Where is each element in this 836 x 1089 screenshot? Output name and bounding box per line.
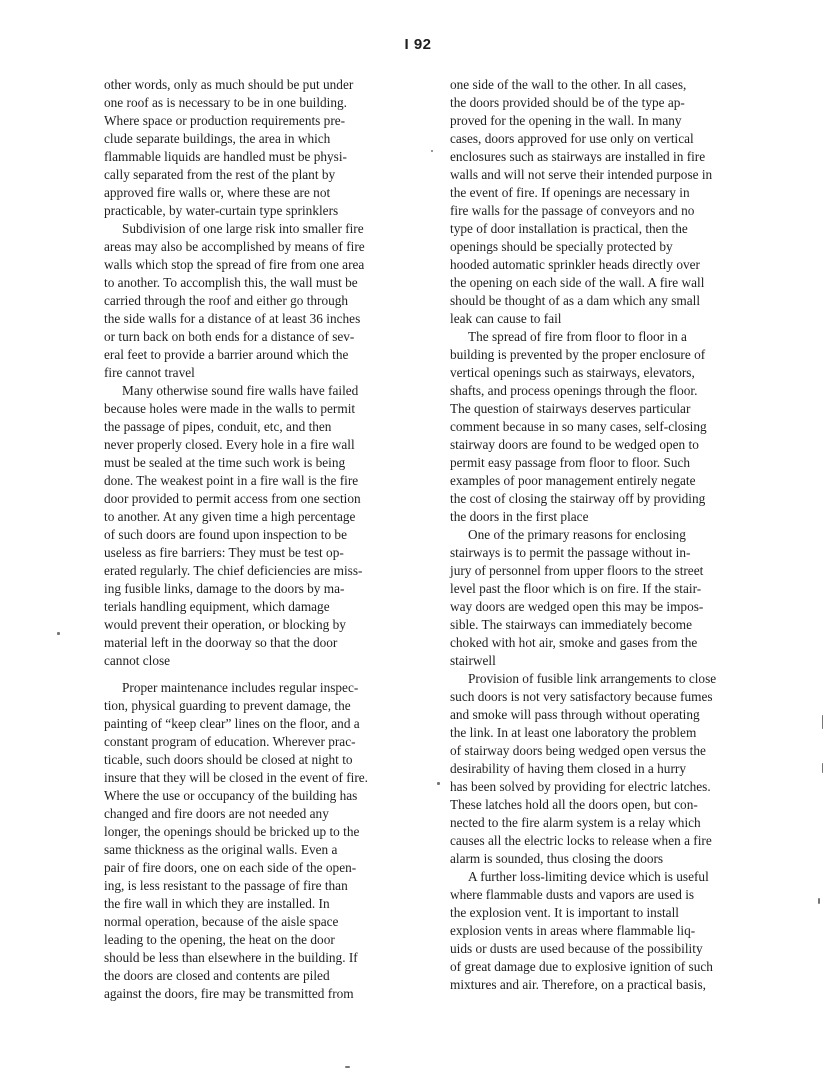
text-line: Where space or production requirements pre- [104,113,346,128]
text-line: done. The weakest point in a fire wall is the fire [104,473,359,488]
text-line: terials handling equipment, which damage [104,599,330,614]
text-line: must be sealed at the time such work is being [104,455,346,470]
text-line: door provided to permit access from one section [104,491,361,506]
text-line: choked with hot air, smoke and gases from the [450,635,698,650]
text-line: to another. At any given time a high percentage [104,509,356,524]
text-line: the fire wall in which they are installed. In [104,896,330,911]
text-line: against the doors, fire may be transmitted from [104,986,354,1001]
text-line: enclosures such as stairways are installed in fire [450,149,706,164]
text-line: of stairway doors being wedged open versus the [450,743,706,758]
text-line: vertical openings such as stairways, elevators, [450,365,695,380]
text-line: One of the primary reasons for enclosing [468,527,686,542]
text-line: Subdivision of one large risk into smaller fire [122,221,364,236]
left-column [104,76,414,1003]
scan-speck [818,898,820,904]
scan-speck [431,150,433,152]
text-line: practicable, by water-curtain type sprinklers [104,203,339,218]
text-line: leading to the opening, the heat on the door [104,932,335,947]
text-line: sible. The stairways can immediately become [450,617,692,632]
scan-speck [822,763,823,773]
text-line: desirability of having them closed in a hurry [450,761,686,776]
text-line: walls and will not serve their intended purpose in [450,167,713,182]
text-line: leak can cause to fail [450,311,562,326]
left-paragraph-2 [104,220,414,382]
text-line: other words, only as much should be put under [104,77,354,92]
text-line: such doors is not very satisfactory because fumes [450,689,713,704]
text-line: one roof as is necessary to be in one building. [104,95,347,110]
text-line: fire cannot travel [104,365,195,380]
paragraph-gap [104,670,414,679]
scan-speck [345,1066,350,1068]
text-line: the doors in the first place [450,509,589,524]
text-line: would prevent their operation, or blocking by [104,617,346,632]
text-line: cannot close [104,653,171,668]
text-line: should be less than elsewhere in the building. If [104,950,358,965]
text-line: the explosion vent. It is important to install [450,905,679,920]
text-line: uids or dusts are used because of the possibility [450,941,703,956]
text-line: The question of stairways deserves particular [450,401,691,416]
text-line: type of door installation is practical, then the [450,221,688,236]
text-line: constant program of education. Wherever prac- [104,734,356,749]
text-line: level past the floor which is on fire. If the stair- [450,581,702,596]
text-line: longer, the openings should be bricked up to the [104,824,360,839]
text-line: pair of fire doors, one on each side of the open- [104,860,357,875]
text-line: never properly closed. Every hole in a fire wall [104,437,355,452]
text-line: causes all the electric locks to release when a fire [450,833,712,848]
text-line: to another. To accomplish this, the wall must be [104,275,358,290]
right-column [450,76,762,994]
text-line: erated regularly. The chief deficiencies are miss- [104,563,363,578]
text-line: nected to the fire alarm system is a relay which [450,815,701,830]
text-line: the cost of closing the stairway off by providing [450,491,706,506]
text-line: proved for the opening in the wall. In many [450,113,682,128]
text-line: comment because in so many cases, self-closing [450,419,707,434]
text-line: where flammable dusts and vapors are used is [450,887,695,902]
text-line: stairwell [450,653,496,668]
text-line: changed and fire doors are not needed any [104,806,329,821]
text-line: the passage of pipes, conduit, etc, and then [104,419,332,434]
right-paragraph-5 [450,868,762,994]
text-line: ing fusible links, damage to the doors by ma- [104,581,345,596]
text-line: ing, is less resistant to the passage of fire than [104,878,348,893]
text-line: tion, physical guarding to prevent damage, the [104,698,351,713]
text-line: Where the use or occupancy of the building has [104,788,358,803]
left-paragraph-1 [104,76,414,220]
page-number: I 92 [404,36,432,53]
left-paragraph-3 [104,382,414,670]
text-line: explosion vents in areas where flammable liq- [450,923,696,938]
text-line: shafts, and process openings through the floor. [450,383,698,398]
left-paragraph-4 [104,679,414,1003]
text-line: has been solved by providing for electric latches. [450,779,711,794]
text-line: useless as fire barriers: They must be test op- [104,545,344,560]
text-line: alarm is sounded, thus closing the doors [450,851,664,866]
text-line: mixtures and air. Therefore, on a practical basis, [450,977,706,992]
text-line: the event of fire. If openings are necessary in [450,185,690,200]
text-line: the doors provided should be of the type ap- [450,95,685,110]
text-line: Proper maintenance includes regular inspec- [122,680,359,695]
text-line: material left in the doorway so that the door [104,635,338,650]
scan-speck [57,632,60,635]
text-line: approved fire walls or, where these are not [104,185,331,200]
text-line: hooded automatic sprinkler heads directly over [450,257,700,272]
text-line: openings should be specially protected by [450,239,673,254]
text-line: Provision of fusible link arrangements to close [468,671,717,686]
text-line: way doors are wedged open this may be impos- [450,599,704,614]
text-line: normal operation, because of the aisle space [104,914,339,929]
scan-speck [822,715,823,729]
right-paragraph-2 [450,328,762,526]
text-line: same thickness as the original walls. Even a [104,842,338,857]
text-line: of great damage due to explosive ignition of such [450,959,713,974]
text-line: because holes were made in the walls to permit [104,401,356,416]
text-line: carried through the roof and either go through [104,293,349,308]
text-line: examples of poor management entirely negate [450,473,696,488]
right-paragraph-3 [450,526,762,670]
text-line: jury of personnel from upper floors to the street [450,563,704,578]
text-line: A further loss-limiting device which is useful [468,869,709,884]
right-paragraph-4 [450,670,762,868]
text-line: or turn back on both ends for a distance of sev- [104,329,355,344]
text-line: flammable liquids are handled must be physi- [104,149,347,164]
text-line: permit easy passage from floor to floor. Such [450,455,691,470]
text-line: cases, doors approved for use only on vertical [450,131,694,146]
text-line: areas may also be accomplished by means of fire [104,239,365,254]
text-line: walls which stop the spread of fire from one area [104,257,365,272]
text-line: stairways is to permit the passage without in- [450,545,691,560]
scan-speck [437,782,440,785]
text-line: and smoke will pass through without operating [450,707,700,722]
text-line: should be thought of as a dam which any small [450,293,701,308]
text-line: cally separated from the rest of the plant by [104,167,336,182]
text-line: clude separate buildings, the area in which [104,131,331,146]
text-line: painting of “keep clear” lines on the floor, and a [104,716,360,731]
text-line: the doors are closed and contents are piled [104,968,330,983]
text-line: These latches hold all the doors open, but con- [450,797,698,812]
text-line: the opening on each side of the wall. A fire wall [450,275,705,290]
text-line: the link. In at least one laboratory the problem [450,725,697,740]
text-line: Many otherwise sound fire walls have failed [122,383,359,398]
text-line: insure that they will be closed in the event of fire. [104,770,369,785]
text-line: eral feet to provide a barrier around which the [104,347,349,362]
text-line: The spread of fire from floor to floor in a [468,329,687,344]
text-line: of such doors are found upon inspection to be [104,527,347,542]
text-line: fire walls for the passage of conveyors and no [450,203,695,218]
text-line: one side of the wall to the other. In all cases, [450,77,687,92]
text-line: building is prevented by the proper enclosure of [450,347,706,362]
text-line: ticable, such doors should be closed at night to [104,752,353,767]
text-line: stairway doors are found to be wedged open to [450,437,699,452]
text-line: the side walls for a distance of at least 36 inches [104,311,361,326]
right-paragraph-1 [450,76,762,328]
